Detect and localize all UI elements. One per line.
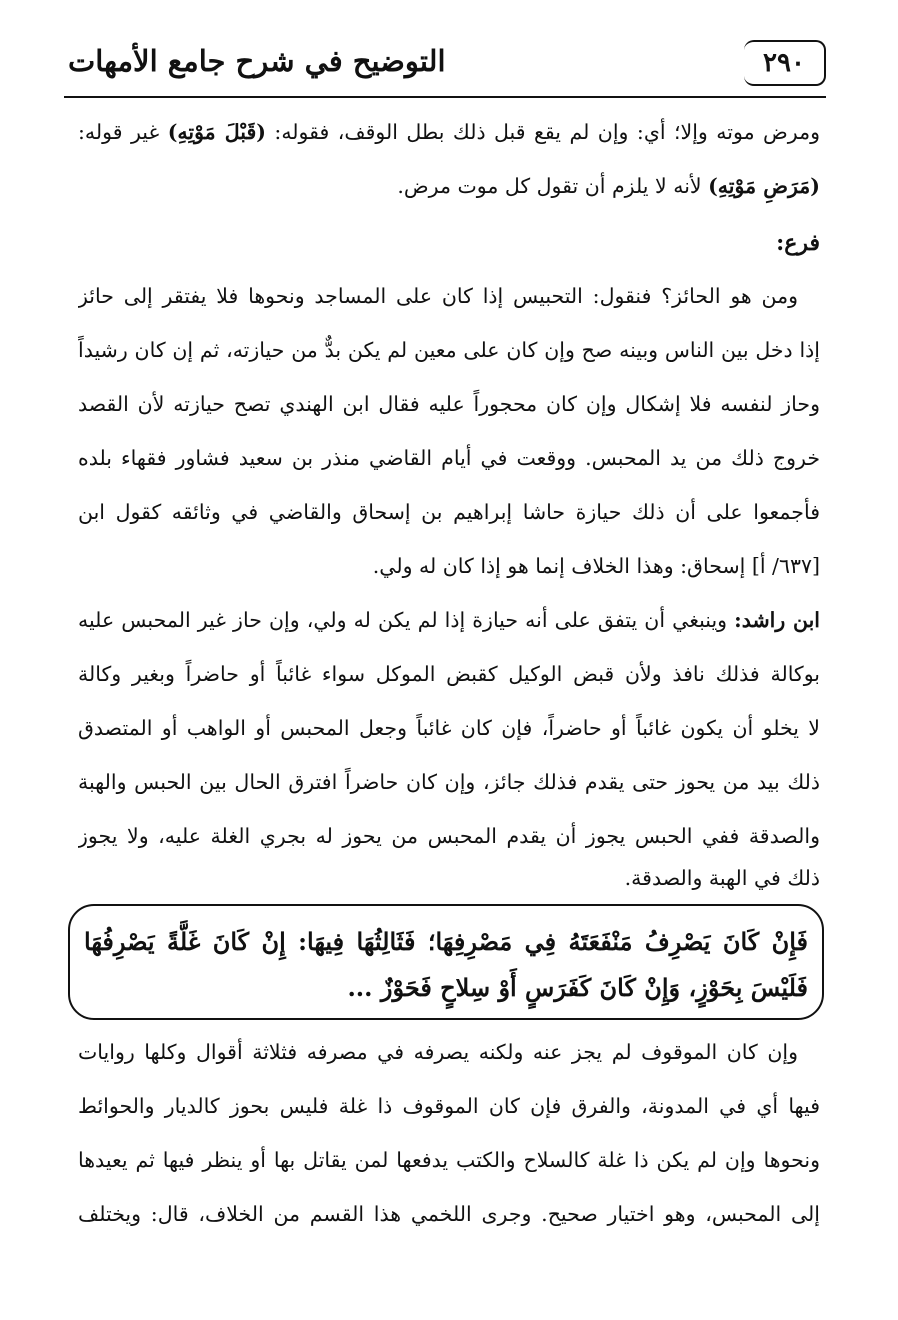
running-title: التوضيح في شرح جامع الأمهات bbox=[68, 44, 446, 78]
text-line: ذلك في الهبة والصدقة. bbox=[624, 866, 820, 890]
text-line: إذا دخل بين الناس وبينه صح وإن كان على معين لم يكن بدٌّ من حيازته، ثم إن كان رشيداً bbox=[78, 338, 820, 362]
text-run: ومرض موته وإلا؛ أي: وإن لم يقع قبل ذلك بطل الوقف، فقوله: bbox=[265, 120, 820, 144]
text-line: فأجمعوا على أن ذلك حيازة حاشا إبراهيم بن إسحاق والقاضي في وثائقه كقول ابن bbox=[78, 500, 820, 524]
text-line: إلى المحبس، وهو اختيار صحيح. وجرى اللخمي هذا القسم من الخلاف، قال: ويختلف bbox=[78, 1202, 820, 1226]
text-line bbox=[78, 164, 820, 208]
text-line: ومن هو الحائز؟ فنقول: التحبيس إذا كان على المساجد ونحوها فلا يفتقر إلى حائز bbox=[78, 284, 798, 308]
page-header bbox=[64, 38, 826, 98]
matn-line: فَإِنْ كَانَ يَصْرِفُ مَنْفَعَتَهُ فِي مَصْرِفِهَا؛ فَثَالِثُهَا فِيهَا: إِنْ كَانَ غَلَّةً يَصْرِفُهَا bbox=[84, 927, 808, 956]
text-line: بوكالة فذلك نافذ ولأن قبض الوكيل كقبض الموكل سواء غائباً أو حاضراً وبغير وكالة bbox=[78, 662, 820, 686]
text-line: خروج ذلك من يد المحبس. ووقعت في أيام القاضي منذر بن سعيد فشاور فقهاء بلده bbox=[78, 446, 820, 470]
text-run: غير قوله: bbox=[78, 120, 168, 144]
text-line: والصدقة ففي الحبس يجوز أن يقدم المحبس من يحوز له بجري الغلة عليه، ولا يجوز bbox=[78, 824, 820, 848]
text-line: ونحوها وإن لم يكن ذا غلة كالسلاح والكتب يدفعها لمن يقاتل بها أو ينظر فيها ثم يعيدها bbox=[78, 1148, 820, 1172]
text-line bbox=[78, 598, 820, 642]
text-line: وحاز لنفسه فلا إشكال وإن كان محجوراً عليه فقال ابن الهندي تصح حيازته لأن القصد bbox=[78, 392, 820, 416]
page-number: ٢٩٠ bbox=[744, 40, 826, 86]
text-line: ذلك بيد من يحوز حتى يقدم فذلك جائز، وإن كان حاضراً افترق الحال بين الحبس والهبة bbox=[78, 770, 820, 794]
text-line: لا يخلو أن يكون غائباً أو حاضراً، فإن كان غائباً وجعل المحبس أو الواهب أو المتصدق bbox=[78, 716, 820, 740]
section-label: فرع: bbox=[776, 230, 820, 256]
text-line: وإن كان الموقوف لم يجز عنه ولكنه يصرفه في مصرفه فثلاثة أقوال وكلها روايات bbox=[78, 1040, 798, 1064]
text-line: فيها أي في المدونة، والفرق فإن كان الموقوف ذا غلة فليس بحوز كالديار والحوائط bbox=[78, 1094, 820, 1118]
text-line: [٦٣٧/ أ] إسحاق: وهذا الخلاف إنما هو إذا كان له ولي. bbox=[372, 554, 820, 578]
author-name: ابن راشد: bbox=[734, 608, 820, 632]
header-rule bbox=[64, 96, 826, 98]
text-run: لأنه لا يلزم أن تقول كل موت مرض. bbox=[397, 174, 709, 198]
quoted-term: (قَبْلَ مَوْتِهِ) bbox=[167, 120, 266, 144]
quoted-term: (مَرَضِ مَوْتِهِ) bbox=[708, 174, 820, 198]
text-run: وينبغي أن يتفق على أنه حيازة إذا لم يكن له ولي، وإن حاز غير المحبس عليه bbox=[78, 608, 735, 632]
text-line bbox=[78, 110, 820, 154]
matn-line: فَلَيْسَ بِحَوْزٍ، وَإِنْ كَانَ كَفَرَسٍ أَوْ سِلاحٍ فَحَوْزٌ ... bbox=[347, 973, 808, 1002]
